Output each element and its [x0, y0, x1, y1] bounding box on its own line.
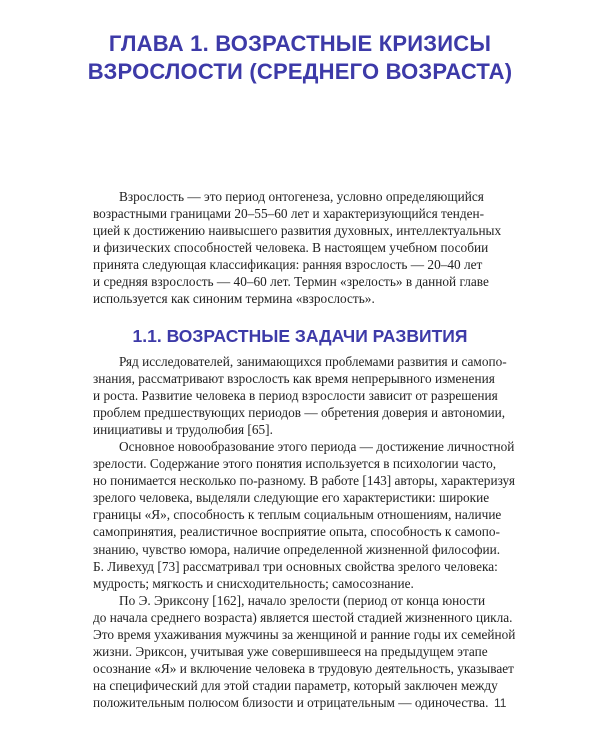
chapter-title-line: ВЗРОСЛОСТИ (СРЕДНЕГО ВОЗРАСТА)	[87, 59, 513, 84]
text-line: и роста. Развитие человека в период взрослости зависит от разрешения	[93, 388, 498, 404]
chapter-title-line: ГЛАВА 1. ВОЗРАСТНЫЕ КРИЗИСЫ	[108, 31, 492, 56]
text-line: Взрослость — это период онтогенеза, условно определяющийся	[119, 189, 484, 204]
text-line: цией к достижению наивысшего развития духовных, интеллектуальных	[93, 223, 502, 238]
text-line: Это время ухаживания мужчины за женщиной и ранние годы их семейной	[93, 626, 516, 642]
paragraph	[93, 353, 515, 438]
text-line: знанию, чувство юмора, наличие определенной жизненной философии.	[93, 541, 501, 557]
text-line: границы «Я», способность к теплым социальным отношениям, наличие	[93, 507, 502, 523]
text-line: используется как синоним термина «взрослость».	[93, 291, 375, 306]
text-line: Б. Ливехуд [73] рассматривал три основных свойства зрелого человека:	[93, 558, 498, 574]
text-line: зрелости. Содержание этого понятия используется в психологии часто,	[93, 456, 497, 472]
text-line: положительным полюсом близости и отрицательным — одиночества.	[93, 694, 489, 710]
text-line: на специфический для этой стадии параметр, который заключен между	[93, 677, 498, 693]
text-line: жизни. Эриксон, учитывая уже совершившееся на предыдущем этапе	[93, 643, 488, 659]
section-title: 1.1. ВОЗРАСТНЫЕ ЗАДАЧИ РАЗВИТИЯ	[132, 326, 468, 346]
text-line: и средняя взрослость — 40–60 лет. Термин «зрелость» в данной главе	[93, 274, 489, 289]
text-line: но понимается несколько по-разному. В работе [143] авторы, характеризуя	[93, 473, 515, 489]
text-line: знания, рассматривают взрослость как время непрерывного изменения	[93, 371, 495, 387]
section-body	[93, 353, 515, 711]
text-line: Основное новообразование этого периода — достижение личностной	[119, 439, 515, 455]
text-line: и физических способностей человека. В настоящем учебном пособии	[93, 240, 489, 255]
text-line: самопринятия, реалистичное восприятие опыта, способность к самопо-	[93, 524, 500, 540]
text-line: до начала среднего возраста) является шестой стадией жизненного цикла.	[93, 609, 513, 625]
page-number: 11	[494, 696, 507, 710]
paragraph	[93, 592, 515, 711]
text-line: Ряд исследователей, занимающихся проблемами развития и самопо-	[119, 354, 507, 369]
text-line: возрастными границами 20–55–60 лет и характеризующийся тенден-	[93, 206, 485, 221]
text-line: принята следующая классификация: ранняя взрослость — 20–40 лет	[93, 257, 483, 272]
text-line: зрелого человека, выделяли следующие его характеристики: широкие	[93, 490, 490, 506]
text-line: проблем предшествующих периодов — обретения доверия и автономии,	[93, 405, 506, 421]
text-line: осознание «Я» и включение человека в трудовую деятельность, указывает	[93, 660, 514, 676]
text-line: инициативы и трудолюбия [65].	[93, 422, 273, 438]
intro-paragraph	[93, 188, 515, 307]
text-line: По Э. Эриксону [162], начало зрелости (период от конца юности	[119, 592, 486, 608]
paragraph	[93, 438, 515, 591]
chapter-title	[60, 30, 540, 86]
text-line: мудрость; мягкость и снисходительность; самосознание.	[93, 575, 414, 591]
